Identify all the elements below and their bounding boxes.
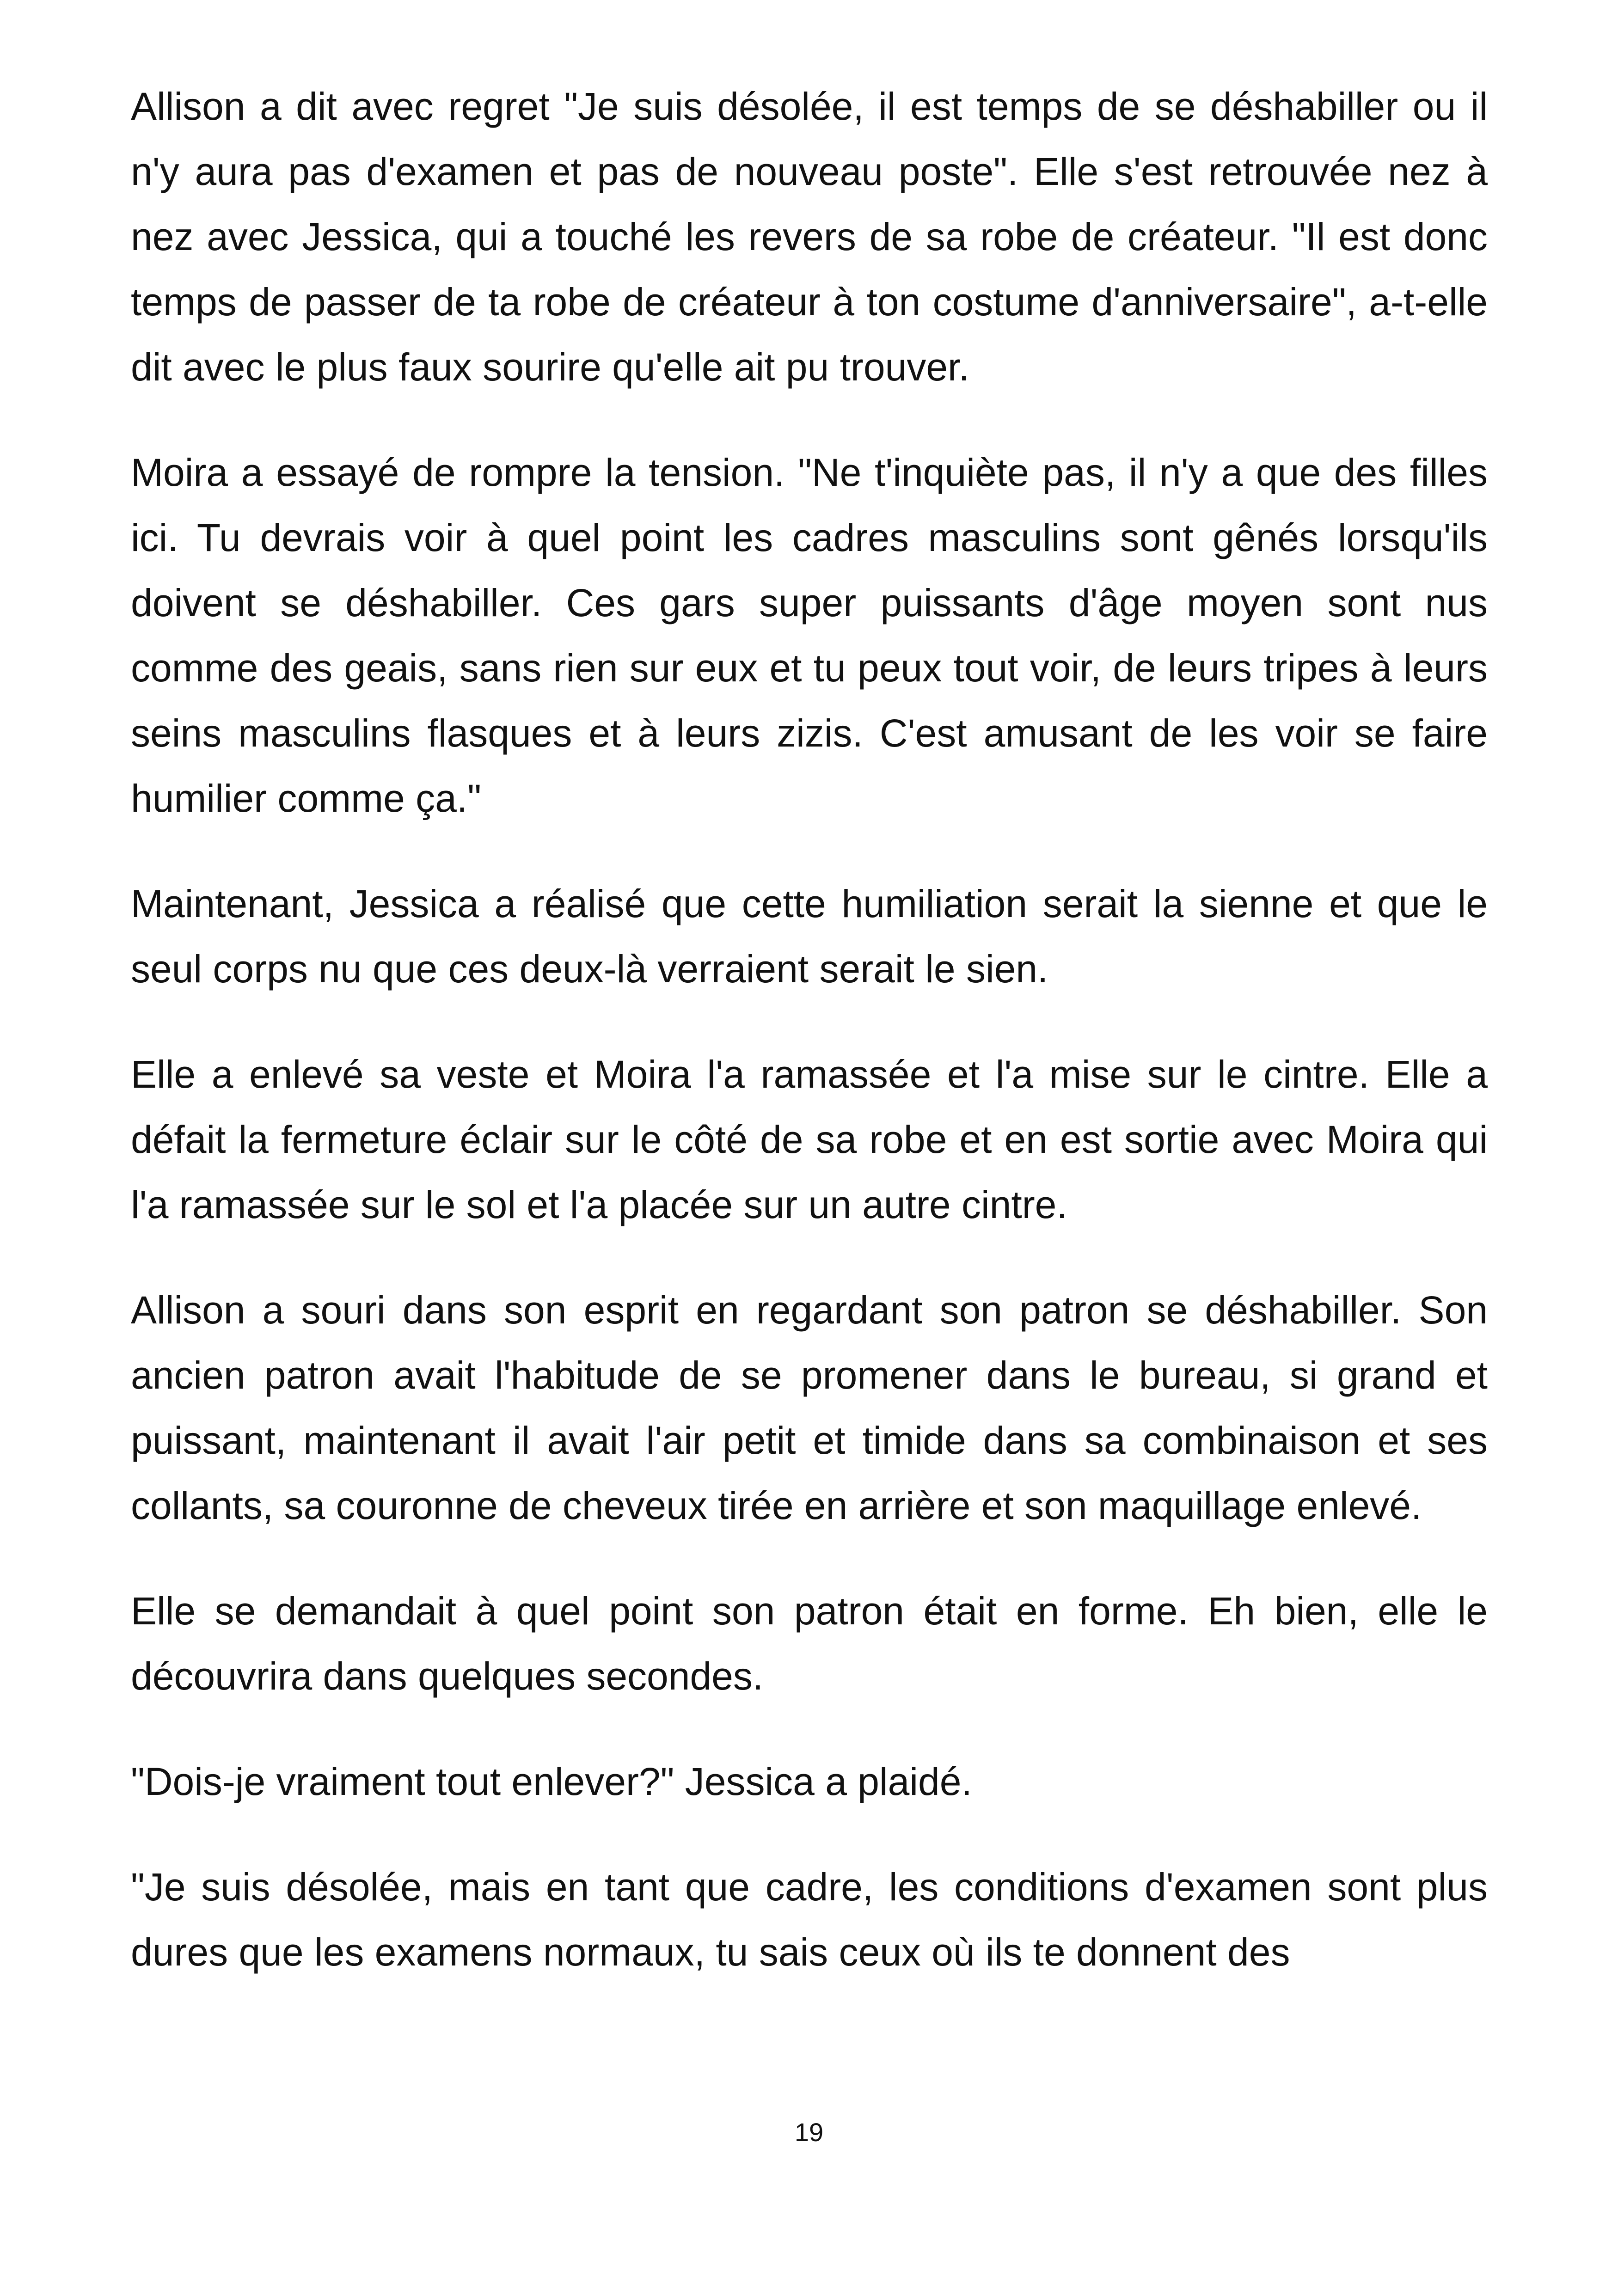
paragraph: Elle se demandait à quel point son patron était en forme. Eh bien, elle le découvrira dans quelques secondes. [131, 1589, 1488, 1698]
paragraph: Maintenant, Jessica a réalisé que cette humiliation serait la sienne et que le seul corps nu que ces deux-là verraient serait le sien. [131, 882, 1488, 991]
paragraph: Allison a dit avec regret "Je suis désolée, il est temps de se déshabiller ou il n'y aura pas d'examen et pas de nouveau poste". Elle s'est retrouvée nez à nez avec Jessica, qui a touché les revers de sa robe de créateur. "Il est donc temps de passer de ta robe de créateur à ton costume d'anniversaire", a-t-elle dit avec le plus faux sourire qu'elle ait pu trouver. [131, 85, 1488, 389]
paragraph: "Je suis désolée, mais en tant que cadre, les conditions d'examen sont plus dures que les examens normaux, tu sais ceux où ils te donnent des [131, 1865, 1488, 1974]
body-text [131, 74, 1488, 2025]
paragraph: "Dois-je vraiment tout enlever?" Jessica a plaidé. [131, 1760, 972, 1803]
paragraph: Allison a souri dans son esprit en regardant son patron se déshabiller. Son ancien patron avait l'habitude de se promener dans le bureau, si grand et puissant, maintenant il avait l'air petit et timide dans sa combinaison et ses collants, sa couronne de cheveux tirée en arrière et son maquillage enlevé. [131, 1288, 1488, 1527]
paragraph: Elle a enlevé sa veste et Moira l'a ramassée et l'a mise sur le cintre. Elle a défait la fermeture éclair sur le côté de sa robe et en est sortie avec Moira qui l'a ramassée sur le sol et l'a placée sur un autre cintre. [131, 1053, 1488, 1226]
paragraph: Moira a essayé de rompre la tension. "Ne t'inquiète pas, il n'y a que des filles ici. Tu devrais voir à quel point les cadres masculins sont gênés lorsqu'ils doivent se déshabiller. Ces gars super puissants d'âge moyen sont nus comme des geais, sans rien sur eux et tu peux tout voir, de leurs tripes à leurs seins masculins flasques et à leurs zizis. C'est amusant de les voir se faire humilier comme ça." [131, 451, 1488, 820]
page-number: 19 [794, 2118, 824, 2147]
